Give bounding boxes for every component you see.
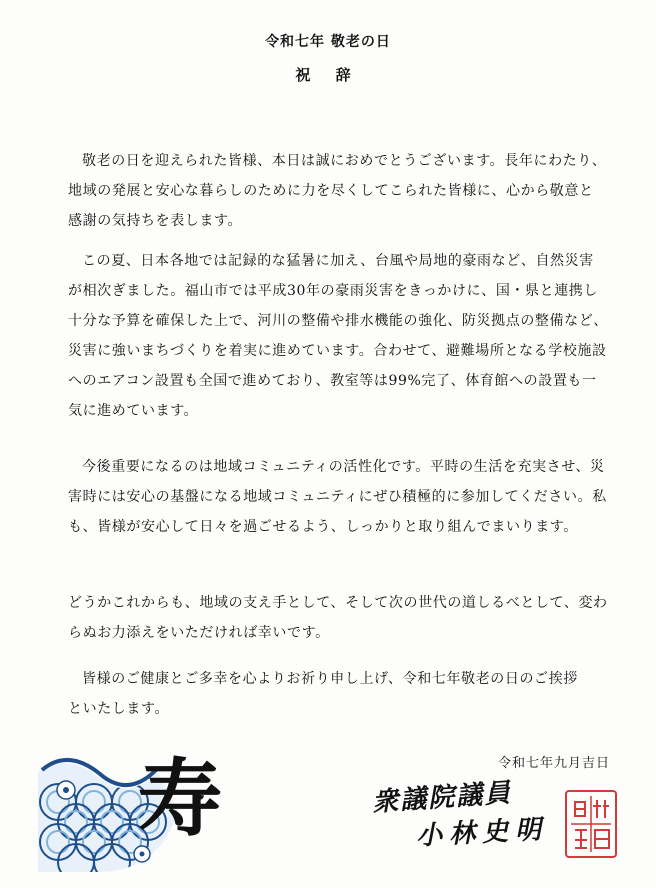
paragraph-3-text: 今後重要になるのは地域コミュニティの活性化です。平時の生活を充実させ、災害時には安心の基盤になる地域コミュニティにぜひ積極的に参加してください。私も、皆様が安心して日々を過ごせるよう、しっかりと取り組んでまいります。 bbox=[68, 459, 607, 535]
signature-name: 小林史明 bbox=[415, 814, 549, 852]
paragraph-1-text: 敬老の日を迎えられた皆様、本日は誠におめでとうございます。長年にわたり、地域の発展と安心な暮らしのために力を尽くしてこられた皆様に、心から敬意と感謝の気持ちを表します。 bbox=[68, 153, 607, 229]
paragraph-2-text: この夏、日本各地では記録的な猛暑に加え、台風や局地的豪雨など、自然災害が相次ぎました。福山市では平成30年の豪雨災害をきっかけに、国・県と連携し十分な予算を確保した上で、河川の整備や排水機能の強化、防災拠点の整備など、災害に強いまちづくりを着実に進めています。合わせて、避難場所となる学校施設へのエアコン設置も全国で進めており、教室等は99%完了、体育館への設置も一気に進めています。 bbox=[68, 253, 608, 419]
date-line: 令和七年九月吉日 bbox=[497, 756, 610, 771]
signature-title: 衆議院議員 bbox=[371, 778, 514, 818]
kotobuki-character: 寿 bbox=[138, 749, 223, 848]
paragraph-1 bbox=[68, 146, 608, 236]
flower-center-icon bbox=[63, 787, 69, 793]
paragraph-5 bbox=[68, 664, 588, 724]
paragraph-4 bbox=[68, 588, 608, 648]
flower-center-icon bbox=[140, 852, 145, 857]
occasion-heading: 令和七年 敬老の日 bbox=[265, 34, 391, 50]
paragraph-3 bbox=[68, 452, 608, 542]
red-seal-stamp bbox=[565, 790, 617, 858]
paragraph-5-text: 皆様のご健康とご多幸を心よりお祈り申し上げ、令和七年敬老の日のご挨拶といたします。 bbox=[68, 671, 578, 717]
paragraph-2 bbox=[68, 246, 608, 426]
kotobuki-wave-artwork bbox=[38, 732, 228, 872]
paragraph-4-text: どうかこれからも、地域の支え手として、そして次の世代の道しるべとして、変わらぬお力添えをいただければ幸いです。 bbox=[68, 595, 608, 641]
document-title: 祝 辞 bbox=[295, 66, 361, 84]
